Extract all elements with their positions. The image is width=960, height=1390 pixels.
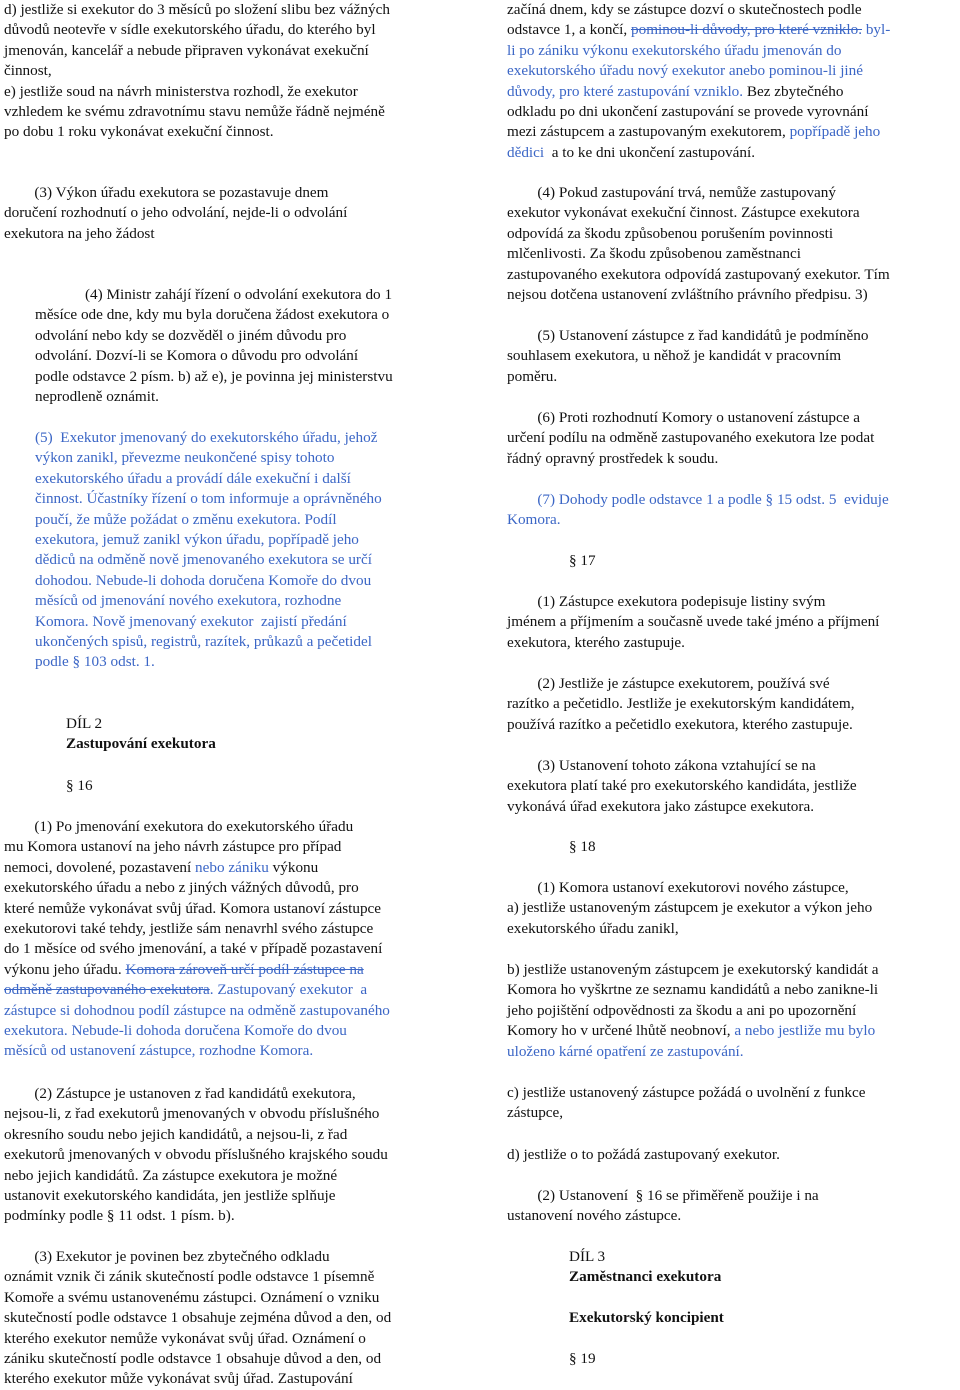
text-line: exekutora, jemuž zanikl výkon úřadu, popřípadě jeho (35, 531, 359, 549)
paragraph-15-4 (35, 285, 472, 407)
part-2-heading (66, 714, 472, 755)
text-line: po dobu 1 roku vykonávat exekuční činnost. (4, 123, 274, 141)
text-line: Komora ho vyškrtne ze seznamu kandidátů a nebo zanikne-li (507, 981, 879, 999)
text-line: dědiců na odměně nově jmenovaného exekutora se určí (35, 551, 372, 569)
text-line: mlčenlivosti. Za škodu způsobenou zaměstnanci (507, 245, 801, 263)
text-line: zastupovaného exekutora odpovídá zastupovaný exekutor. Tím (507, 265, 890, 283)
text-line: zániku skutečností podle odstavce 1 obsahuje důvod a den, od (4, 1350, 382, 1368)
text-line: exekutorského úřadu nový exekutor anebo pominou-li jiné (507, 62, 863, 80)
text-line: uloženo kárné opatření ze zastupování. (507, 1042, 744, 1060)
text-line: skutečností podle odstavce 1 obsahuje zejména důvod a den, od (4, 1309, 392, 1327)
text-line: používá razítko a pečetidlo exekutora, kterého zastupuje. (507, 715, 853, 733)
text-line: (2) Zástupce je ustanoven z řad kandidátů exekutora, (4, 1085, 356, 1102)
paragraph-17-3 (507, 756, 959, 817)
deleted-text: pominou-li důvody, pro které vzniklo. (631, 21, 863, 39)
paragraph-16-1 (4, 817, 472, 1062)
paragraph-18-1-c (507, 1083, 959, 1124)
text-line: (3) Výkon úřadu exekutora se pozastavuje dnem (4, 184, 329, 201)
text-line: doručení rozhodnutí o jeho odvolání, nejde-li o odvolání (4, 204, 348, 222)
inserted-text: a nebo jestliže mu bylo (734, 1022, 876, 1040)
paragraph-16-7-amended (507, 490, 959, 531)
deleted-text: Komora zároveň určí podíl zástupce na (125, 960, 364, 978)
text-line: měsíců od jmenování nového exekutora, rozhodne (35, 592, 342, 610)
text-line: kterého exekutor může vykonávat svůj úřad. Zastupování (4, 1370, 353, 1388)
text-line: souhlasem exekutora, u něhož je kandidát v pracovním (507, 347, 842, 365)
text-line: činnost, (4, 62, 52, 80)
paragraph-17-2 (507, 674, 959, 735)
paragraph-15-3 (4, 183, 472, 244)
text-line: exekutorského úřadu a provádí dále exekuční i další (35, 469, 351, 487)
text-run: Bez zbytečného (743, 82, 844, 100)
text-line: ustanovit exekutorského kandidáta, jen jestliže splňuje (4, 1187, 336, 1205)
text-line: exekutorského úřadu a nebo z jiných vážných důvodů, pro (4, 879, 359, 897)
paragraph-18-2 (507, 1186, 959, 1227)
text-line: určení podílu na odměně zastupovaného exekutora lze podat (507, 429, 875, 447)
inserted-text: nebo zániku (195, 858, 269, 876)
text-line: Komora. Nově jmenovaný exekutor zajistí předání (35, 612, 347, 630)
text-line (4, 980, 472, 1000)
text-line: c) jestliže ustanovený zástupce požádá o uvolnění z funkce (507, 1084, 866, 1101)
text-line: (5) Ustanovení zástupce z řad kandidátů je podmíněno (507, 327, 869, 344)
paragraph-16-3 (4, 1247, 472, 1390)
part-3-heading (569, 1247, 959, 1288)
text-line: výkon zanikl, převezme neukončené spisy tohoto (35, 449, 335, 467)
section-16-heading (66, 776, 472, 796)
text-line (507, 1021, 959, 1041)
inserted-text: . Zastupovaný exekutor a (209, 981, 368, 999)
text-line: odvolání. Dozví-li se Komora o důvodu pro odvolání (35, 347, 359, 365)
text-line: d) jestliže o to požádá zastupovaný exekutor. (507, 1146, 780, 1163)
part-number: DÍL 2 (66, 715, 103, 732)
part-number: DÍL 3 (569, 1248, 606, 1265)
paragraph-17-1 (507, 592, 959, 653)
text-line: činnost. Účastníky řízení o tom informuje a oprávněného (35, 490, 382, 508)
text-line: oznámit vznik či zánik skutečností podle odstavce 1 písemně (4, 1268, 375, 1286)
text-line: vykonává úřad exekutora jako zástupce exekutora. (507, 797, 814, 815)
text-line: měsíce ode dne, kdy mu byla doručena žádost exekutora o (35, 306, 390, 324)
text-line: řádný opravný prostředek k soudu. (507, 449, 719, 467)
text-line: razítko a pečetidlo. Jestliže je exekutorským kandidátem, (507, 695, 855, 713)
text-line: Komoře a svému ustanovenému zástupci. Oznámení o vzniku (4, 1288, 380, 1306)
text-line: (1) Po jmenování exekutora do exekutorského úřadu (4, 818, 354, 835)
text-line (4, 858, 472, 878)
section-number: § 17 (569, 552, 596, 569)
text-line: do 1 měsíce od svého jmenování, a také v případě pozastavení (4, 940, 383, 958)
section-19-heading (569, 1349, 959, 1369)
deleted-text: odměně zastupovaného exekutora (4, 981, 210, 999)
text-line: exekutorovi také tehdy, jestliže sám nenavrhl svého zástupce (4, 920, 374, 938)
part-title: Zaměstnanci exekutora (569, 1268, 722, 1286)
text-line: (2) Ustanovení § 16 se přiměřeně použije i na (507, 1187, 819, 1204)
text-line: poměru. (507, 367, 558, 385)
text-line: exekutora na jeho žádost (4, 224, 155, 242)
text-line: odvolání nebo kdy se dozvěděl o jiném důvodu pro (35, 326, 347, 344)
text-line: dohodou. Nebude-li dohoda doručena Komoře do dvou (35, 571, 372, 589)
text-line: (7) Dohody podle odstavce 1 a podle § 15 odst. 5 eviduje (507, 491, 889, 508)
text-line: podle odstavce 2 písm. b) až e), je povinna jej ministerstvu (35, 367, 393, 385)
text-line: (4) Ministr zahájí řízení o odvolání exekutora do 1 (85, 286, 393, 303)
text-line: měsíců od ustanovení zástupce, rozhodne Komora. (4, 1042, 314, 1060)
text-run: výkonu jeho úřadu. (4, 960, 126, 978)
text-line: Komora. (507, 511, 561, 529)
text-run: nemoci, dovolené, pozastavení (4, 858, 196, 876)
paragraph-18-1-d (507, 1145, 959, 1165)
text-line: začíná dnem, kdy se zástupce dozví o skutečnostech podle (507, 1, 862, 18)
text-line: (3) Ustanovení tohoto zákona vztahující se na (507, 757, 816, 774)
paragraph-18-1-b (507, 960, 959, 1062)
text-line (507, 82, 959, 102)
paragraph-15-5-amended (35, 428, 472, 673)
paragraph-18-1 (507, 878, 959, 939)
paragraph-d-e (4, 0, 472, 143)
section-number: § 19 (569, 1350, 596, 1367)
text-run: a to ke dni ukončení zastupování. (544, 143, 755, 161)
text-line: zástupce si dohodnou podíl zástupce na odměně zastupovaného (4, 1001, 390, 1019)
text-line: exekutora, kterého zastupuje. (507, 633, 685, 651)
text-line: mu Komora ustanoví na jeho návrh zástupce pro případ (4, 838, 342, 856)
text-line: exekutorského úřadu zanikl, (507, 919, 679, 937)
text-line: ukončených spisů, registrů, razítek, průkazů a pečetidel (35, 633, 372, 651)
text-line: (1) Komora ustanoví exekutorovi nového zástupce, (507, 879, 849, 896)
paragraph-16-4 (507, 183, 959, 305)
text-line: vzhledem ke svému zdravotnímu stavu nemůže řádně nejméně (4, 103, 385, 121)
text-line: exekutor vykonávat exekuční činnost. Zástupce exekutora (507, 204, 860, 222)
text-line: podle § 103 odst. 1. (35, 653, 155, 671)
text-line: b) jestliže ustanoveným zástupcem je exekutorský kandidát a (507, 961, 879, 978)
text-line: exekutora. Nebude-li dohoda doručena Komoře do dvou (4, 1022, 347, 1040)
text-line: ustanovení nového zástupce. (507, 1207, 682, 1225)
text-line: poučí, že může požádat o změnu exekutora. Podíl (35, 510, 337, 528)
text-line: (4) Pokud zastupování trvá, nemůže zastupovaný (507, 184, 836, 201)
subsection-title: Exekutorský koncipient (569, 1309, 724, 1326)
text-run: odstavce 1, a končí, (507, 21, 631, 39)
text-line: nejsou-li, z řad exekutorů jmenovaných v obvodu příslušného (4, 1105, 380, 1123)
inserted-text: byl- (862, 21, 891, 39)
inserted-text: důvody, pro které zastupování vzniklo. (507, 82, 744, 100)
section-17-heading (569, 551, 959, 571)
text-line: kterého exekutor nemůže vykonávat svůj úřad. Oznámení o (4, 1329, 366, 1347)
section-number: § 18 (569, 838, 596, 855)
paragraph-16-5 (507, 326, 959, 387)
text-line: zástupce, (507, 1104, 564, 1122)
paragraph-16-2 (4, 1084, 472, 1227)
text-line: (6) Proti rozhodnutí Komory o ustanovení zástupce a (507, 409, 861, 426)
text-line: odpovídá za škodu způsobenou porušením povinnosti (507, 224, 834, 242)
text-line: (2) Jestliže je zástupce exekutorem, používá své (507, 675, 830, 692)
text-line: (1) Zástupce exekutora podepisuje listiny svým (507, 593, 826, 610)
paragraph-16-3-continued (507, 0, 959, 163)
text-line: odkladu po dni ukončení zastupování se provede vyrovnání (507, 103, 869, 121)
text-line: d) jestliže si exekutor do 3 měsíců po složení slibu bez vážných (4, 1, 390, 18)
text-line (507, 143, 959, 163)
paragraph-16-6 (507, 408, 959, 469)
text-line: podmínky podle § 11 odst. 1 písm. b). (4, 1207, 235, 1225)
text-line: (3) Exekutor je povinen bez zbytečného odkladu (4, 1248, 330, 1265)
text-line: (5) Exekutor jmenovaný do exekutorského úřadu, jehož (35, 429, 378, 446)
text-line: okresního soudu nebo jejich kandidátů, a nejsou-li, z řad (4, 1125, 348, 1143)
section-18-heading (569, 837, 959, 857)
inserted-text: popřípadě jeho (789, 123, 881, 141)
text-line: důvodů neotevře v sídle exekutorského úřadu, do kterého byl (4, 21, 376, 39)
text-line (507, 122, 959, 142)
text-line: neprodleně oznámit. (35, 388, 159, 406)
text-run: mezi zástupcem a zastupovaným exekutorem, (507, 123, 790, 141)
text-line: exekutorů jmenovaných v obvodu příslušného krajského soudu (4, 1146, 388, 1164)
part-title: Zastupování exekutora (66, 735, 216, 753)
text-line: nebo jejich kandidátů. Za zástupce exekutora je možné (4, 1166, 338, 1184)
text-line: e) jestliže soud na návrh ministerstva rozhodl, že exekutor (4, 82, 358, 100)
text-run: Komory ho v určené lhůtě neobnoví, (507, 1022, 735, 1040)
text-line: jménem a příjmením a současně uvede také jméno a příjmení (507, 613, 880, 631)
text-line: jeho pojištění odpovědnosti za škodu a ani po upozornění (507, 1001, 857, 1019)
text-line: a) jestliže ustanoveným zástupcem je exekutor a výkon jeho (507, 899, 873, 917)
text-run: výkonu (268, 858, 319, 876)
subsection-heading (569, 1308, 959, 1328)
text-line (507, 20, 959, 40)
text-line: exekutora platí také pro exekutorského kandidáta, jestliže (507, 777, 857, 795)
text-line: které nemůže vykonávat svůj úřad. Komora ustanoví zástupce (4, 899, 382, 917)
text-line (4, 960, 472, 980)
text-line: jmenován, kancelář a nebude připraven vykonávat exekuční (4, 41, 369, 59)
text-line: li po zániku výkonu exekutorského úřadu jmenován do (507, 41, 842, 59)
text-line: nejsou dotčena ustanovení zvláštního právního předpisu. 3) (507, 286, 868, 304)
inserted-text: dědici (507, 143, 545, 161)
section-number: § 16 (66, 777, 93, 794)
